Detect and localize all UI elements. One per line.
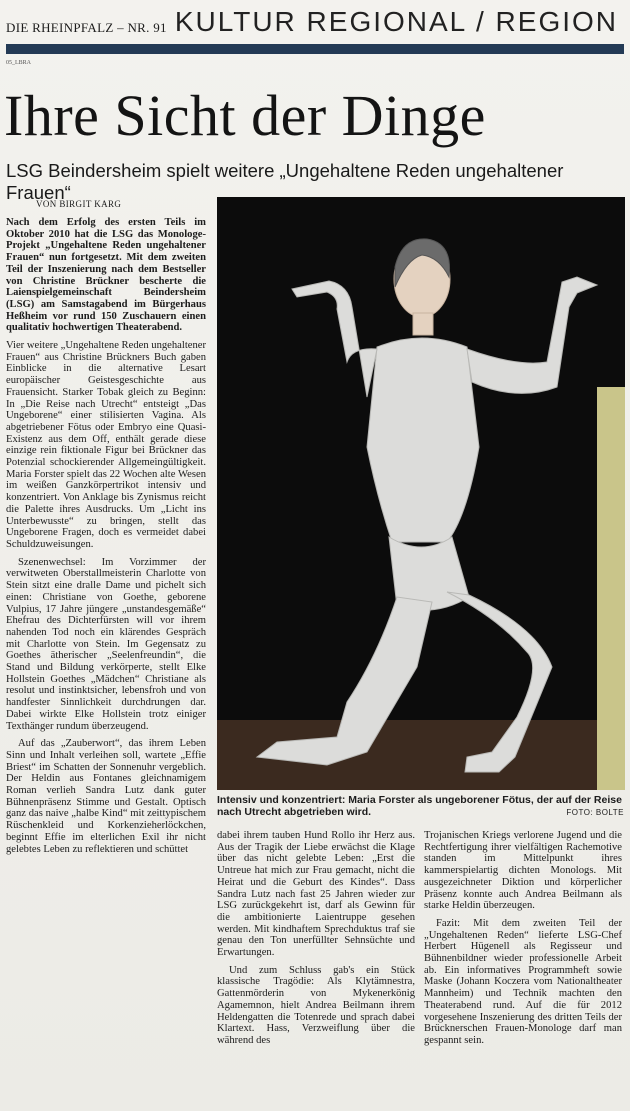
article-column-1 bbox=[6, 217, 206, 861]
article-column-2 bbox=[217, 830, 415, 1053]
section-title: KULTUR REGIONAL / REGION bbox=[174, 6, 618, 37]
paper-issue-label: DIE RHEINPFALZ – NR. 91 bbox=[6, 20, 167, 35]
lead-paragraph: Nach dem Erfolg des ersten Teils im Oktober 2010 hat die LSG das Monologe-Projekt „Ungehaltene Reden ungehaltener Frauen“ nun fortgesetzt. Mit dem zweiten Teil der Inszenierung nach dem Bestseller von Christine Brückner bescherte die Laienspielgemeinschaft Beindersheim (LSG) am Samstagabend im Bürgerhaus Heßheim vor rund 150 Zuschauern einen qualitativ hochwertigen Theaterabend. bbox=[6, 217, 206, 334]
subhead: LSG Beindersheim spielt weitere „Ungehaltene Reden ungehaltener Frauen“ bbox=[6, 160, 564, 203]
photo-credit: FOTO: BOLTE bbox=[566, 808, 624, 817]
performer-figure bbox=[217, 197, 625, 790]
body-paragraph: dabei ihrem tauben Hund Rollo ihr Herz aus. Aus der Tragik der Liebe erwächst die Klage über das nicht gelebte Leben: „Erst die Untreue hat mich zur Frau gemacht, nicht die Heirat und die Geburt des Kindes“. Dass Sandra Lutz nach fast 25 Jahren wieder zur LSG zurückgekehrt ist, darf als Gewinn für die ambitionierte Laientruppe gesehen werden. Mit kindhaftem Sprechduktus traf sie genau den Ton unerfüllter Sehnsüchte und Erwartungen. bbox=[217, 830, 415, 959]
photo-caption: Intensiv und konzentriert: Maria Forster als ungeborener Fötus, der auf der Reise nach Utrecht abgetrieben wird. bbox=[217, 794, 622, 818]
body-paragraph: Fazit: Mit dem zweiten Teil der „Ungehaltenen Reden“ lieferte LSG-Chef Herbert Hügenell als Regisseur und Bühnenbildner wieder professionelle Arbeit ab. Ein informatives Programmheft sowie Maske (Johann Koczera vom Nationaltheater Mannheim) und Technik machten den Theaterabend rund. Auf die für 2012 vorgesehene Inszenierung des dritten Teils der Brücknerschen Frauen-Monologe darf man gespannt sein. bbox=[424, 917, 622, 1046]
article-column-3 bbox=[424, 830, 622, 1053]
body-paragraph: Trojanischen Kriegs verlorene Jugend und die Rechtfertigung ihrer vielfältigen Rachemotive standen im Mittelpunkt ihres kammerspielartig dichten Monologs. Mit ausgezeichneter Diktion und körperlicher Präsenz konnte auch Andrea Beilmann als starke Heldin überzeugen. bbox=[424, 830, 622, 912]
body-paragraph: Und zum Schluss gab's ein Stück klassische Tragödie: Als Klytämnestra, Gattenmörderin von Mykenerkönig Agamemnon, hielt Andrea Beilmann ihrem Heldengatten die Totenrede und sprach dabei Klartext. Hass, Verzweiflung über die während des bbox=[217, 964, 415, 1046]
masthead bbox=[6, 6, 624, 46]
body-paragraph: Szenenwechsel: Im Vorzimmer der verwitweten Oberstallmeisterin Charlotte von Stein sitzt eine dralle Dame und pichelt sich einen: Christiane von Goethe, geborene Vulpius, 17 Jahre jüngere „unstandesgemäße“ Ehefrau des Dichterfürsten will vor ihrem nahenden Tod noch ein klärendes Gespräch mit Charlotte von Stein. Im Gegensatz zu Goethes ätherischer „Seelenfreundin“, die Stand und Bildung verkörperte, stellt Elke Hollstein Goethes „Mädchen“ Christiane als resolut und instinktsicher, lebensfroh und von handfester Sinnlichkeit durchdrungen dar. Dabei wirkte Elke Hollstein trotz einiger Texthänger rundum überzeugend. bbox=[6, 556, 206, 732]
body-paragraph: Auf das „Zauberwort“, das ihrem Leben Sinn und Inhalt verleihen soll, wartete „Effie Briest“ im Schatten der Sonnenuhr vergeblich. Der Heldin aus Fontanes gleichnamigem Roman verlieh Sandra Lutz dank guter Bühnenpräsenz Stimme und Gestalt. Optisch ganz das naive „halbe Kind“ mit zeittypischem Rüschenkleid und Korkenzieherlöckchen, beginnt Effie im elterlichen Exil ihr nicht gelebtes Leben zu reflektieren und schüttet bbox=[6, 738, 206, 855]
performance-photo bbox=[217, 197, 625, 790]
body-paragraph: Vier weitere „Ungehaltene Reden ungehaltener Frauen“ aus Christine Brückners Buch gaben Einblicke in die alternative Lesart europäischer Geistesgeschichte aus Frauensicht. Starker Tobak gleich zu Beginn: In „Die Reise nach Utrecht“ entsteigt „Das Ungeborene“ einer stilisierten Vagina. Als abgetriebener Fötus oder Embryo eine Quasi-Existenz aus dem Off, enthält gerade diese einzige rein fiktionale Figur bei Brückner das Potenzial schockierender Allgemeingültigkeit. Maria Forster spielt das 22 Wochen alte Wesen im weißen Ganzkörpertrikot intensiv und konzentriert. Von Anklage bis Zynismus reicht die Palette ihres Ausdrucks. Um „Licht ins Unterbewusste“ zu bringen, stellt das Ungeborene Fragen, doch es vermeidet dabei Schuldzuweisungen. bbox=[6, 340, 206, 550]
byline: VON BIRGIT KARG bbox=[36, 199, 122, 209]
headline: Ihre Sicht der Dinge bbox=[4, 83, 486, 148]
slug-code: 05_LBRA bbox=[6, 60, 32, 66]
masthead-rule bbox=[6, 44, 624, 54]
